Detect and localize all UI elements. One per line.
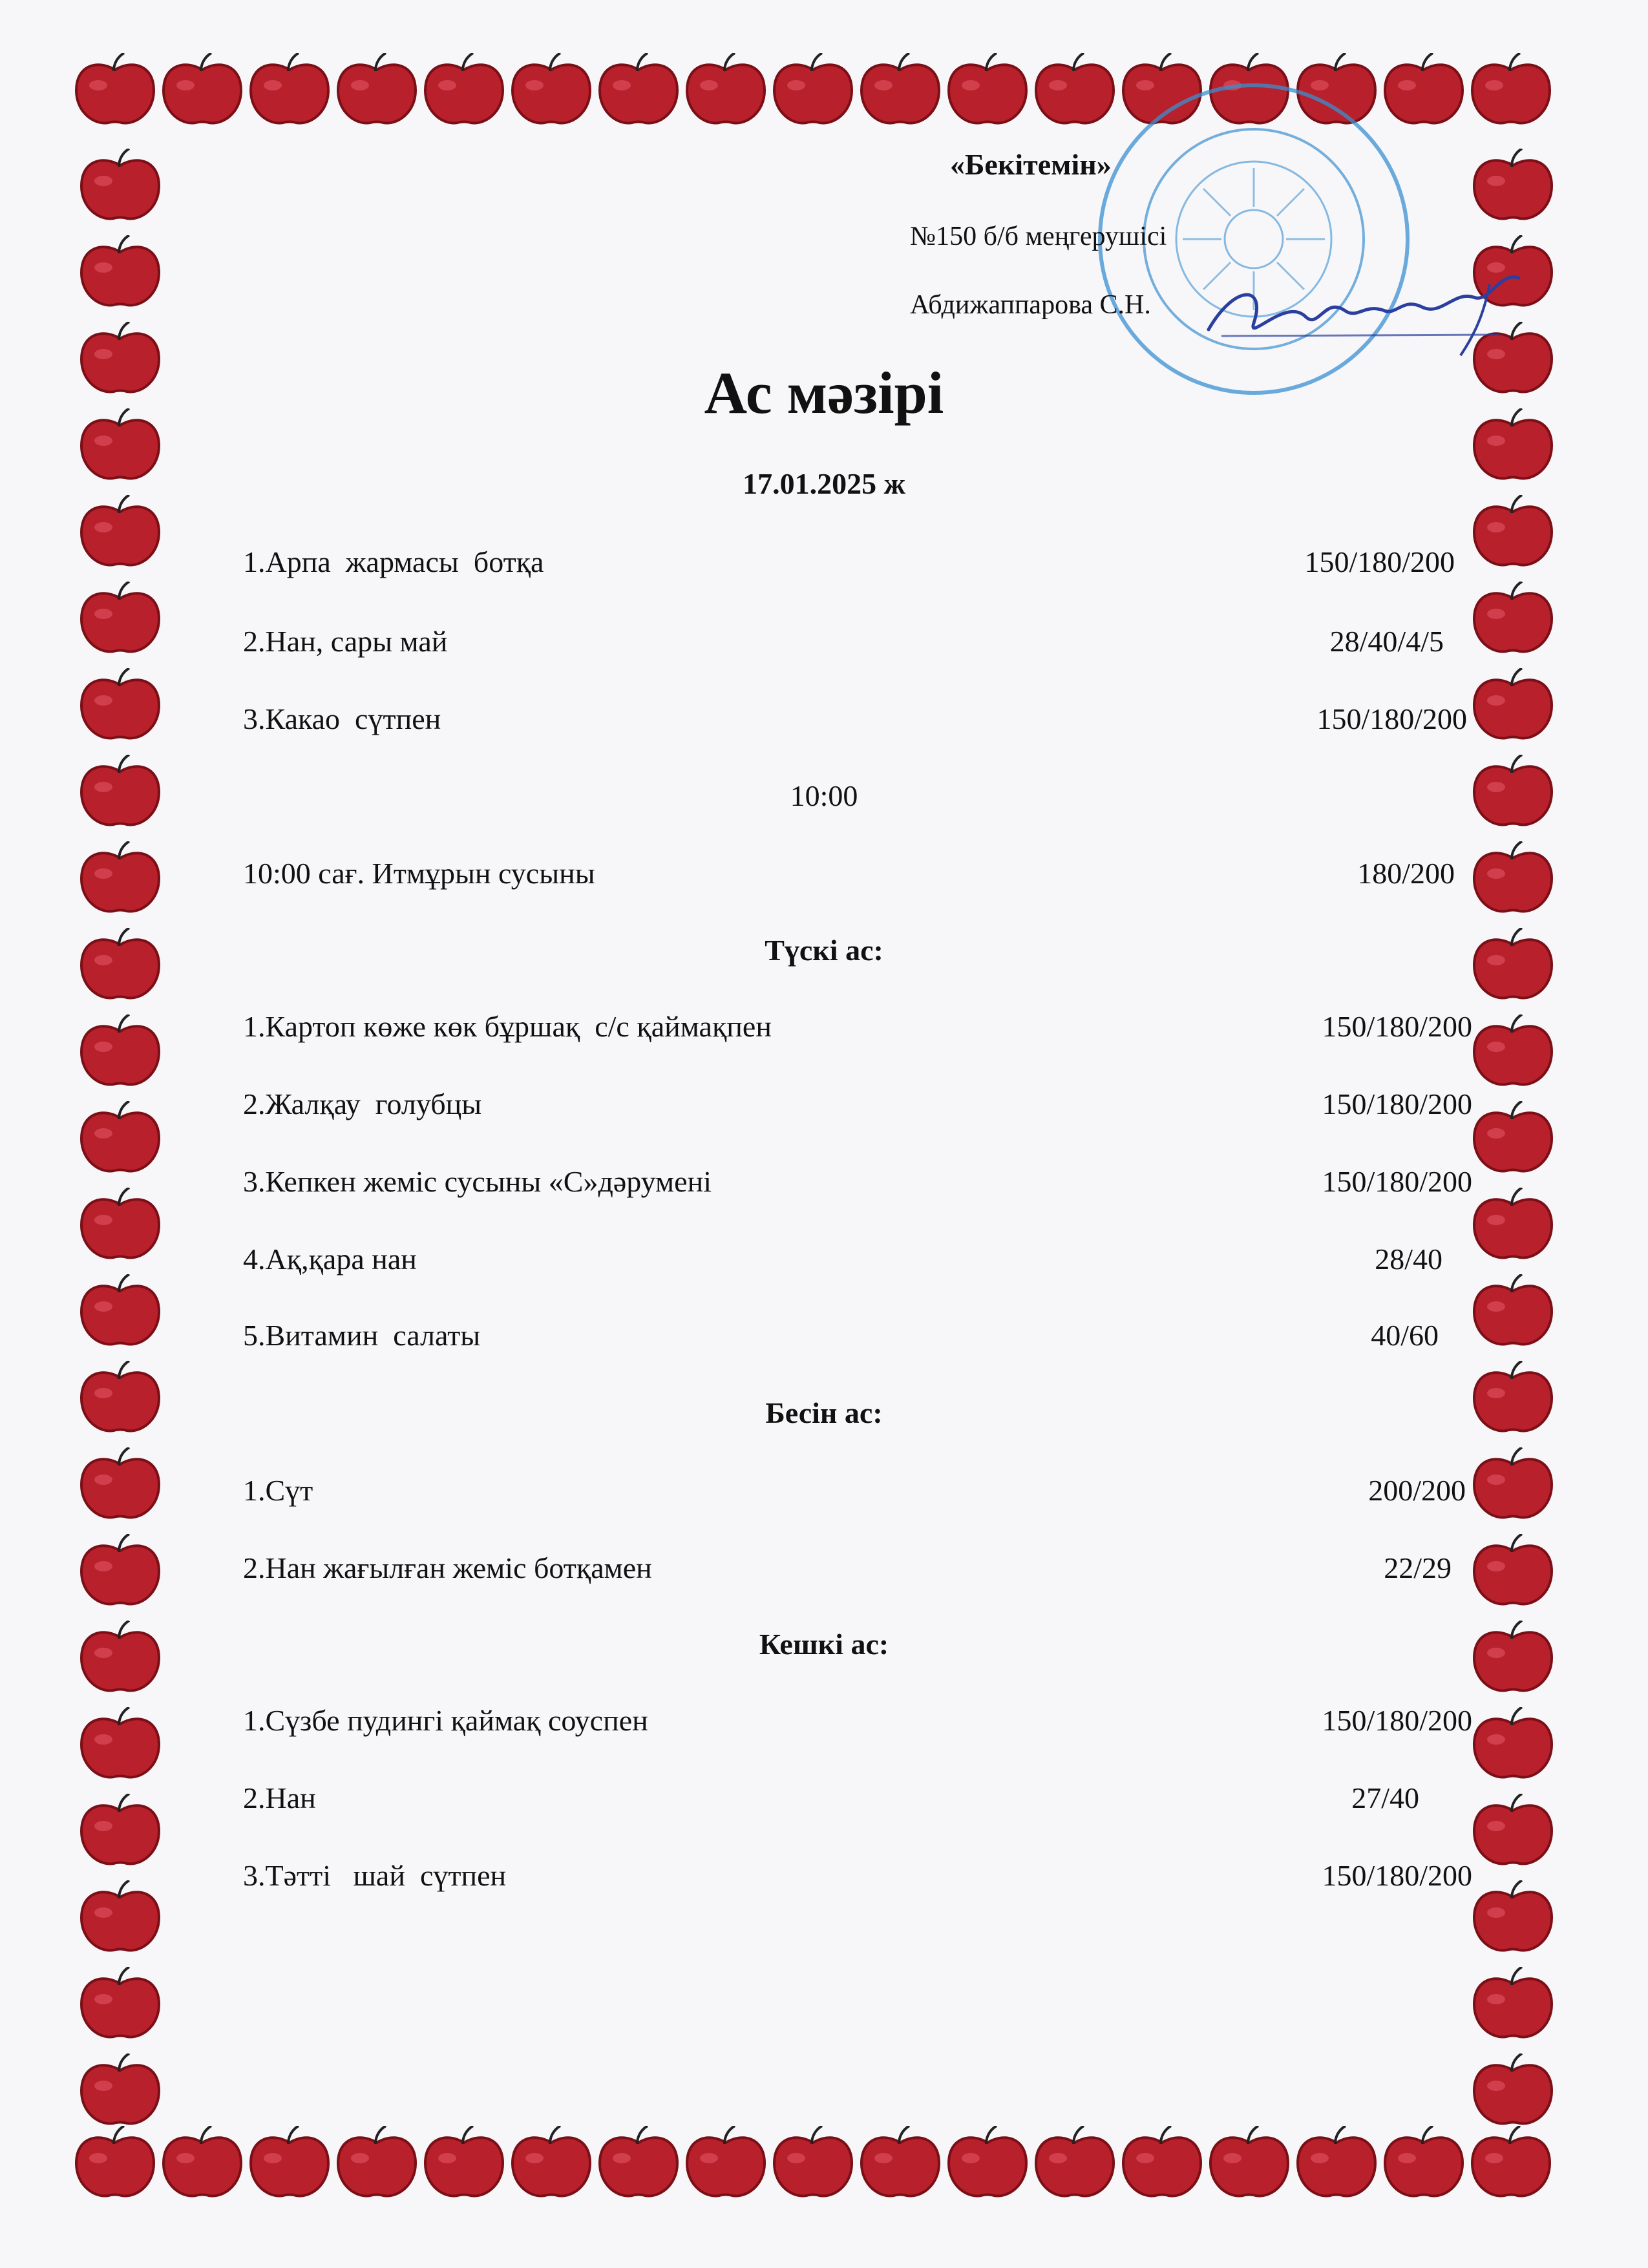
- apple-icon: [78, 1188, 163, 1263]
- dish-portion: 28/40: [1375, 1243, 1442, 1276]
- dish-name: 2.Нан, сары май: [243, 625, 448, 658]
- page-title: Ас мәзірі: [704, 360, 944, 426]
- apple-icon: [509, 2126, 594, 2201]
- list-item: [243, 1009, 1472, 1051]
- head-name: Абдижаппарова С.Н.: [910, 290, 1151, 320]
- menu-date: 17.01.2025 ж: [743, 467, 905, 500]
- dish-name: 2.Жалқау голубцы: [243, 1087, 482, 1120]
- apple-icon: [78, 1707, 163, 1782]
- dish-portion: 27/40: [1351, 1781, 1419, 1814]
- dish-name: 2.Нан: [243, 1781, 316, 1814]
- dish-name: 10:00 сағ. Итмұрын сусыны: [243, 857, 595, 890]
- apple-icon: [1470, 1967, 1556, 2042]
- dish-portion: 150/180/200: [1322, 1087, 1472, 1120]
- apple-icon: [1470, 1707, 1556, 1782]
- apple-icon: [596, 2126, 681, 2201]
- apple-icon: [160, 2126, 245, 2201]
- dish-name: 3.Тәтті шай сүтпен: [243, 1859, 507, 1892]
- apple-icon: [78, 668, 163, 743]
- apple-icon: [1470, 1101, 1556, 1176]
- apple-icon: [78, 1447, 163, 1522]
- apple-icon: [1470, 1447, 1556, 1522]
- apple-icon: [78, 495, 163, 570]
- list-item: [243, 1087, 1472, 1128]
- signature-icon: [1196, 258, 1532, 362]
- dish-portion: 150/180/200: [1322, 1704, 1472, 1737]
- section-header-snack: 10:00: [790, 779, 858, 812]
- apple-icon: [1470, 1880, 1556, 1955]
- section-header-lunch: Түскі ас:: [765, 934, 883, 967]
- dish-name: 5.Витамин салаты: [243, 1319, 481, 1352]
- apple-icon: [1470, 1794, 1556, 1869]
- apple-icon: [1470, 582, 1556, 656]
- apple-icon: [770, 2126, 856, 2201]
- apple-icon: [78, 841, 163, 916]
- apple-icon: [78, 1794, 163, 1869]
- apple-icon: [421, 2126, 507, 2201]
- apple-icon: [1470, 668, 1556, 743]
- list-item: [243, 1703, 1472, 1745]
- apple-icon: [1119, 2126, 1205, 2201]
- apple-icon: [334, 2126, 419, 2201]
- dish-portion: 180/200: [1357, 857, 1455, 890]
- apple-icon: [78, 582, 163, 656]
- apple-icon: [1470, 495, 1556, 570]
- section-header-dinner: Кешкі ас:: [759, 1628, 889, 1661]
- apple-icon: [72, 2126, 158, 2201]
- list-item: [243, 1551, 1458, 1592]
- approval-block: [0, 0, 1648, 388]
- head-position: №150 б/б меңгерушісі: [910, 222, 1167, 251]
- dish-name: 2.Нан жағылған жеміс ботқамен: [243, 1551, 652, 1584]
- apple-icon: [1470, 2053, 1556, 2128]
- list-item: [243, 1781, 1458, 1822]
- list-item: [243, 1473, 1466, 1515]
- dish-portion: 150/180/200: [1322, 1165, 1472, 1198]
- list-item: [243, 1858, 1472, 1900]
- list-item: [243, 624, 1458, 666]
- list-item: [243, 1164, 1472, 1206]
- dish-name: 1.Сүт: [243, 1474, 313, 1507]
- dish-name: 4.Ақ,қара нан: [243, 1243, 417, 1276]
- apple-icon: [683, 2126, 768, 2201]
- dish-name: 1.Сүзбе пудингі қаймақ соуспен: [243, 1704, 648, 1737]
- dish-portion: 40/60: [1371, 1319, 1439, 1352]
- list-item: [243, 856, 1458, 898]
- apple-icon: [78, 1014, 163, 1089]
- apple-icon: [1470, 1534, 1556, 1609]
- apple-icon: [1470, 841, 1556, 916]
- dish-portion: 150/180/200: [1322, 1010, 1472, 1043]
- list-item: [243, 545, 1458, 586]
- dish-portion: 150/180/200: [1322, 1859, 1472, 1892]
- section-header-afternoon: Бесін ас:: [765, 1396, 883, 1429]
- apple-icon: [945, 2126, 1030, 2201]
- dish-portion: 150/180/200: [1316, 702, 1467, 735]
- apple-icon: [1294, 2126, 1379, 2201]
- apple-icon: [1032, 2126, 1117, 2201]
- apple-icon: [78, 1274, 163, 1349]
- apple-icon: [1381, 2126, 1466, 2201]
- apple-icon: [1470, 1188, 1556, 1263]
- approval-title: «Бекітемін»: [950, 148, 1112, 181]
- dish-name: 3.Кепкен жеміс сусыны «С»дәрумені: [243, 1165, 712, 1198]
- apple-icon: [1468, 2126, 1554, 2201]
- apple-icon: [78, 1880, 163, 1955]
- dish-name: 3.Какао сүтпен: [243, 702, 441, 735]
- dish-portion: 22/29: [1384, 1551, 1452, 1584]
- apple-icon: [1470, 1274, 1556, 1349]
- apple-icon: [1470, 1014, 1556, 1089]
- list-item: [243, 1318, 1458, 1360]
- dish-portion: 150/180/200: [1304, 545, 1455, 578]
- list-item: [243, 1242, 1458, 1283]
- apple-icon: [858, 2126, 943, 2201]
- list-item: [243, 702, 1467, 743]
- apple-icon: [78, 2053, 163, 2128]
- dish-portion: 200/200: [1368, 1474, 1466, 1507]
- dish-portion: 28/40/4/5: [1329, 625, 1444, 658]
- apple-icon: [78, 1101, 163, 1176]
- apple-icon: [247, 2126, 332, 2201]
- dish-name: 1.Арпа жармасы ботқа: [243, 545, 544, 578]
- dish-name: 1.Картоп көже көк бұршақ с/с қаймақпен: [243, 1010, 772, 1043]
- apple-icon: [1207, 2126, 1292, 2201]
- apple-icon: [78, 1534, 163, 1609]
- apple-icon: [78, 1967, 163, 2042]
